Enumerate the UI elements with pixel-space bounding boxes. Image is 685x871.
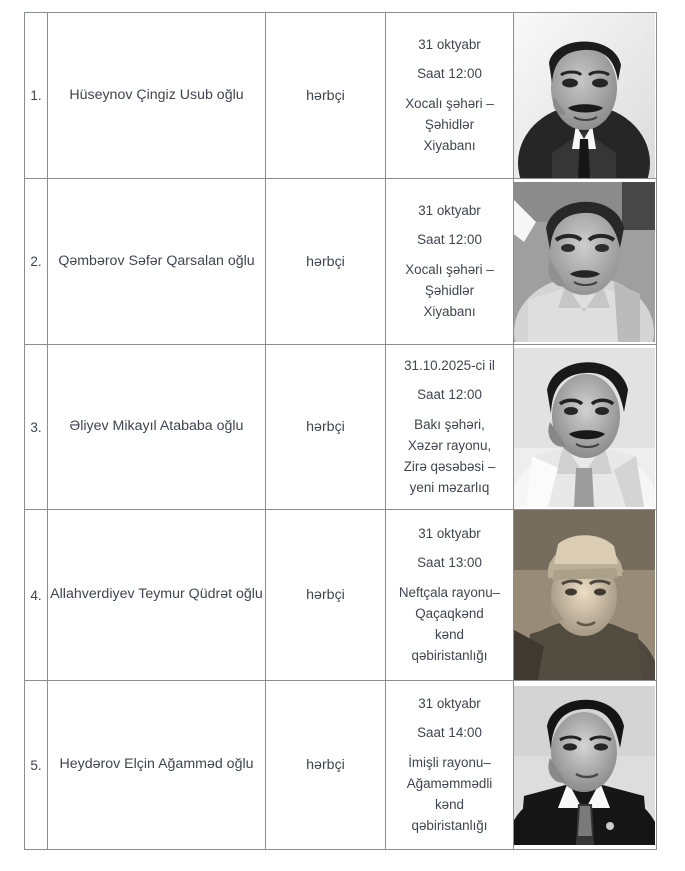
burial-place: Xocalı şəhəri – Şəhidlər Xiyabanı: [405, 262, 494, 319]
burial-date: 31 oktyabr: [418, 36, 481, 52]
burial-date: 31 oktyabr: [418, 695, 481, 711]
portrait-photo: [514, 510, 655, 680]
table-row: [25, 510, 657, 681]
row-number: 2.: [25, 179, 48, 345]
portrait-photo: [514, 182, 655, 342]
date-and-place: [386, 179, 514, 345]
person-occupation: hərbçi: [266, 13, 386, 179]
date-and-place: [386, 345, 514, 510]
burial-place: Neftçala rayonu– Qaçaqkənd kənd qəbiristanlığı: [398, 585, 501, 663]
burial-date: 31 oktyabr: [418, 525, 481, 541]
table-row: [25, 681, 657, 850]
person-occupation: hərbçi: [266, 179, 386, 345]
portrait-photo: [514, 348, 655, 507]
burial-place: Bakı şəhəri, Xəzər rayonu, Zirə qəsəbəsi – yeni məzarlıq: [403, 417, 496, 495]
burial-date: 31 oktyabr: [418, 202, 481, 218]
burial-time: Saat 12:00: [417, 387, 482, 403]
table-row: [25, 13, 657, 179]
row-number: 5.: [25, 681, 48, 850]
person-occupation: hərbçi: [266, 345, 386, 510]
burial-place: Xocalı şəhəri – Şəhidlər Xiyabanı: [405, 96, 494, 153]
person-name: Qəmbərov Səfər Qarsalan oğlu: [48, 179, 266, 345]
burial-time: Saat 14:00: [417, 725, 482, 741]
person-name: Hüseynov Çingiz Usub oğlu: [48, 13, 266, 179]
photo-cell: [514, 681, 657, 850]
person-occupation: hərbçi: [266, 510, 386, 681]
date-and-place: [386, 510, 514, 681]
burial-place: İmişli rayonu– Ağaməmmədli kənd qəbiristanlığı: [406, 755, 493, 833]
person-name: Allahverdiyev Teymur Qüdrət oğlu: [48, 510, 266, 681]
photo-cell: [514, 345, 657, 510]
row-number: 3.: [25, 345, 48, 510]
photo-cell: [514, 13, 657, 179]
row-number: 1.: [25, 13, 48, 179]
table-row: [25, 179, 657, 345]
photo-cell: [514, 179, 657, 345]
row-number: 4.: [25, 510, 48, 681]
photo-cell: [514, 510, 657, 681]
portrait-photo: [514, 686, 655, 845]
person-name: Heydərov Elçin Ağammәd oğlu: [48, 681, 266, 850]
date-and-place: [386, 681, 514, 850]
burial-time: Saat 13:00: [417, 555, 482, 571]
portrait-photo: [514, 13, 655, 178]
burial-time: Saat 12:00: [417, 66, 482, 82]
burial-time: Saat 12:00: [417, 232, 482, 248]
burial-schedule-table: [24, 12, 657, 850]
burial-date: 31.10.2025-ci il: [404, 357, 495, 373]
date-and-place: [386, 13, 514, 179]
person-occupation: hərbçi: [266, 681, 386, 850]
person-name: Əliyev Mikayıl Atababa oğlu: [48, 345, 266, 510]
table-row: [25, 345, 657, 510]
